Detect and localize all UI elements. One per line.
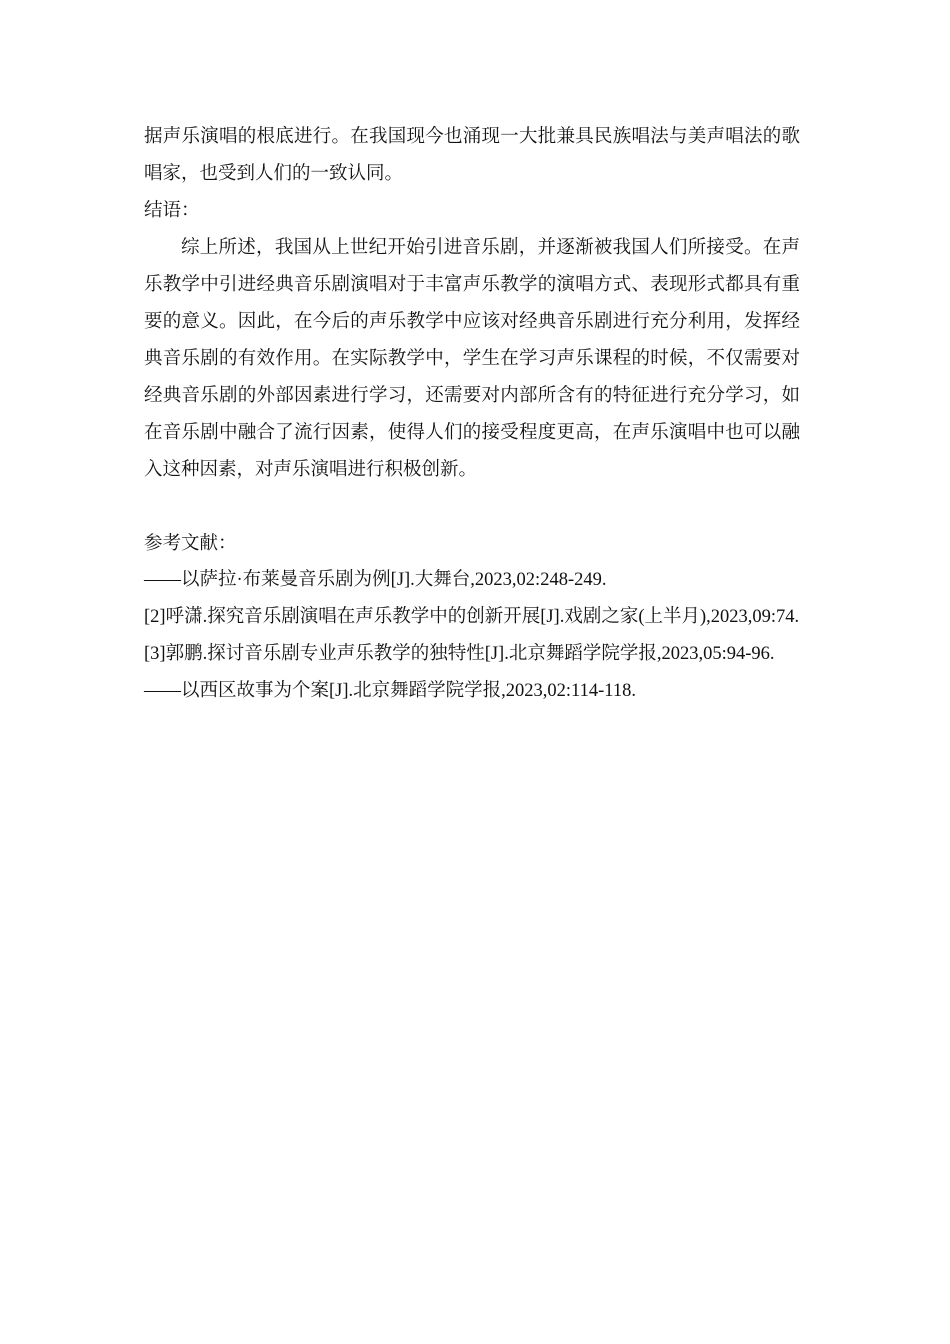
references-heading: 参考文献： — [144, 533, 237, 554]
reference-item-1: ——以萨拉·布莱曼音乐剧为例[J].大舞台,2023,02:248-249. — [144, 570, 607, 590]
references-list — [144, 562, 800, 710]
section-spacer — [144, 488, 800, 525]
conclusion-heading: 结语： — [144, 200, 200, 221]
reference-item-2: [2]呼潇.探究音乐剧演唱在声乐教学中的创新开展[J].戏剧之家(上半月),2023,09:74. — [144, 607, 800, 627]
conclusion-paragraph: 综上所述，我国从上世纪开始引进音乐剧，并逐渐被我国人们所接受。在声乐教学中引进经典音乐剧演唱对于丰富声乐教学的演唱方式、表现形式都具有重要的意义。因此，在今后的声乐教学中应该对经典音乐剧进行充分利用，发挥经典音乐剧的有效作用。在实际教学中，学生在学习声乐课程的时候，不仅需要对经典音乐剧的外部因素进行学习，还需要对内部所含有的特征进行充分学习，如在音乐剧中融合了流行因素，使得人们的接受程度更高，在声乐演唱中也可以融入这种因素，对声乐演唱进行积极创新。 — [144, 237, 800, 480]
continuation-paragraph: 据声乐演唱的根底进行。在我国现今也涌现一大批兼具民族唱法与美声唱法的歌唱家，也受到人们的一致认同。 — [144, 126, 800, 184]
document-page — [144, 118, 800, 710]
reference-item-4: ——以西区故事为个案[J].北京舞蹈学院学报,2023,02:114-118. — [144, 681, 636, 701]
reference-item-3: [3]郭鹏.探讨音乐剧专业声乐教学的独特性[J].北京舞蹈学院学报,2023,05:94-96. — [144, 644, 775, 664]
